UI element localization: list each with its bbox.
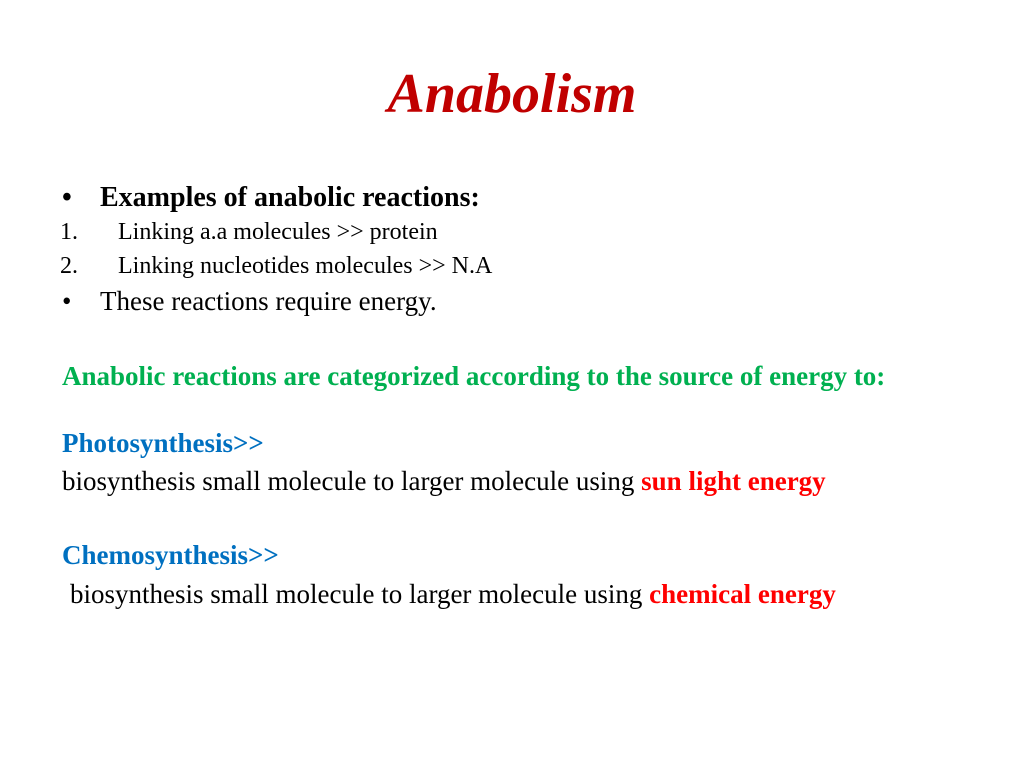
bullet-icon: • [62, 182, 72, 213]
examples-heading: Examples of anabolic reactions: [100, 182, 480, 213]
photosynthesis-highlight: sun light energy [641, 466, 826, 496]
photosynthesis-title: Photosynthesis>> [62, 428, 264, 458]
numbered-item-2 [60, 249, 1000, 283]
bullet-examples-heading [60, 180, 1000, 215]
energy-note: These reactions require energy. [100, 286, 437, 317]
item-text: Linking a.a molecules >> protein [118, 219, 438, 245]
chemosynthesis-body-text: biosynthesis small molecule to larger molecule using [70, 579, 650, 609]
chemosynthesis-body [70, 579, 836, 610]
photosynthesis-body-text: biosynthesis small molecule to larger molecule using [62, 466, 642, 496]
bullet-list [60, 180, 1000, 319]
slide-title: Anabolism [387, 63, 637, 125]
bullet-icon: • [62, 286, 72, 317]
item-number: 2. [60, 253, 78, 280]
item-number: 1. [60, 219, 78, 245]
numbered-item-1 [60, 215, 1000, 249]
chemosynthesis-title: Chemosynthesis>> [62, 540, 279, 570]
categorized-statement: Anabolic reactions are categorized according to the source of energy to: [62, 361, 886, 391]
item-text: Linking nucleotides molecules >> N.A [118, 253, 493, 280]
chemosynthesis-highlight: chemical energy [649, 579, 836, 609]
bullet-energy-note [60, 285, 1000, 319]
photosynthesis-body [62, 466, 826, 497]
